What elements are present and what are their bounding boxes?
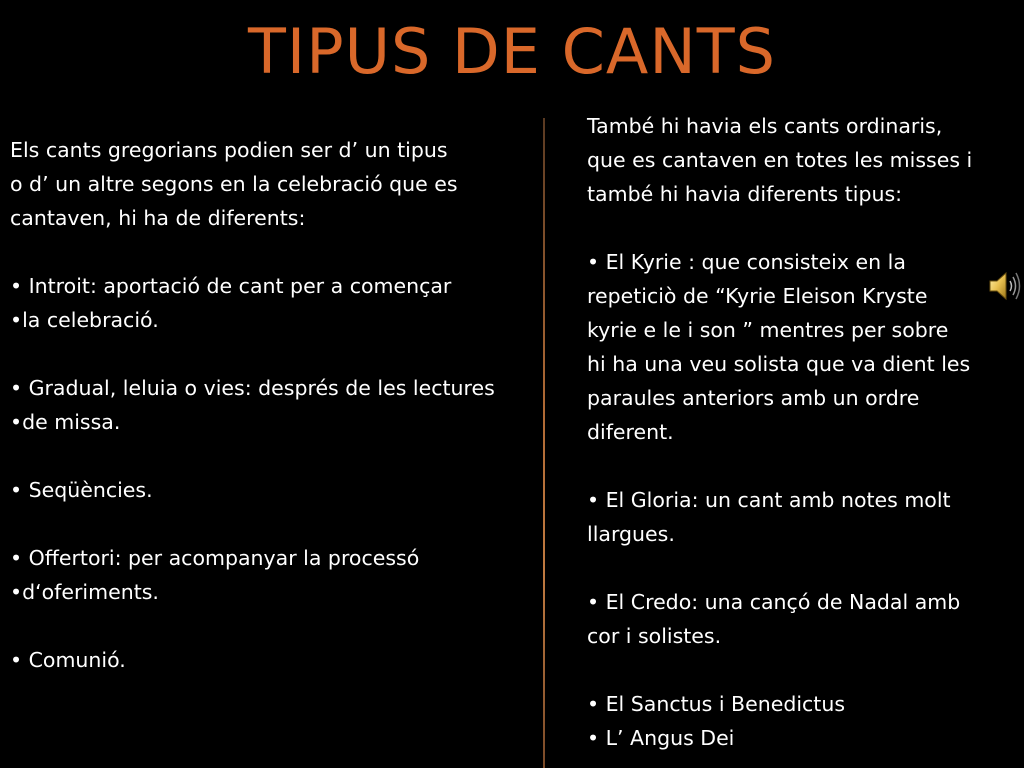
left-line: •la celebració. xyxy=(10,308,159,332)
right-line: diferent. xyxy=(587,420,674,444)
right-line xyxy=(587,551,1019,585)
right-line: cor i solistes. xyxy=(587,624,722,648)
left-line: • Offertori: per acompanyar la processó xyxy=(10,546,420,570)
right-line: kyrie e le i son ” mentres per sobre xyxy=(587,318,949,342)
speaker-icon[interactable] xyxy=(988,268,1022,304)
right-line: també hi havia diferents tipus: xyxy=(587,182,903,206)
left-line: •de missa. xyxy=(10,410,121,434)
left-line: •d‘oferiments. xyxy=(10,580,159,604)
right-line: • El Credo: una cançó de Nadal amb xyxy=(587,590,961,614)
right-line xyxy=(587,449,1019,483)
right-line: repeticiò de “Kyrie Eleison Kryste xyxy=(587,284,928,308)
left-column xyxy=(10,133,550,677)
right-line: També hi havia els cants ordinaris, xyxy=(587,114,943,138)
left-line: o d’ un altre segons en la celebració que es xyxy=(10,172,458,196)
right-line: hi ha una veu solista que va dient les xyxy=(587,352,971,376)
right-line: • L’ Angus Dei xyxy=(587,726,735,750)
left-line: • Gradual, leluia o vies: després de les lectures xyxy=(10,376,495,400)
left-line: Els cants gregorians podien ser d’ un tipus xyxy=(10,138,448,162)
column-divider xyxy=(543,118,545,768)
left-line xyxy=(10,439,550,473)
right-line: que es cantaven en totes les misses i xyxy=(587,148,973,172)
right-column xyxy=(587,109,1019,755)
right-line: paraules anteriors amb un ordre xyxy=(587,386,920,410)
left-line: cantaven, hi ha de diferents: xyxy=(10,206,306,230)
right-line: • El Kyrie : que consisteix en la xyxy=(587,250,906,274)
left-line: • Seqüències. xyxy=(10,478,153,502)
right-line xyxy=(587,211,1019,245)
right-line: • El Gloria: un cant amb notes molt xyxy=(587,488,951,512)
left-line xyxy=(10,609,550,643)
left-line: • Introit: aportació de cant per a començar xyxy=(10,274,452,298)
slide-title: TIPUS DE CANTS xyxy=(248,15,776,88)
right-line: • El Sanctus i Benedictus xyxy=(587,692,846,716)
left-line xyxy=(10,337,550,371)
left-line: • Comunió. xyxy=(10,648,126,672)
right-line: llargues. xyxy=(587,522,675,546)
left-line xyxy=(10,235,550,269)
right-line xyxy=(587,653,1019,687)
left-line xyxy=(10,507,550,541)
